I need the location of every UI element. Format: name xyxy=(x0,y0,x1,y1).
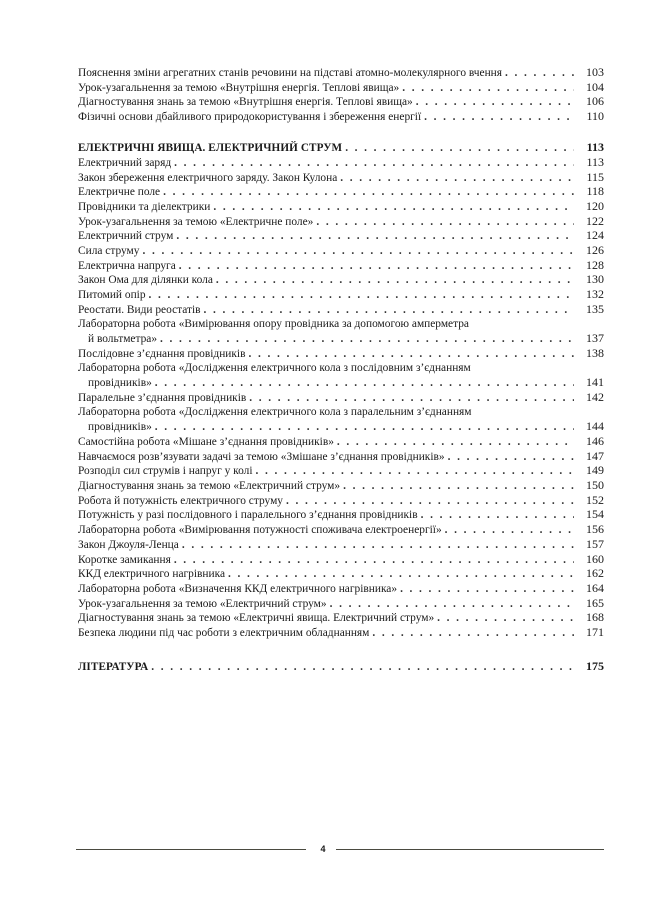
toc-entry-page: 147 xyxy=(586,448,604,463)
dot-leader xyxy=(160,332,574,347)
toc-entry-page: 115 xyxy=(586,169,604,184)
dot-leader xyxy=(174,553,574,568)
toc-entry xyxy=(78,214,604,229)
toc-entry-page: 154 xyxy=(586,507,604,522)
toc-entry-title: Електричне поле xyxy=(78,186,161,199)
dot-leader xyxy=(424,110,574,125)
toc-entry-title: Лабораторна робота «Вимірювання опору провідника за допомогою амперметра xyxy=(78,317,469,330)
toc-entry-title: Питомий опір xyxy=(78,289,146,302)
toc-entry-title: Урок-узагальнення за темою «Електричний струм» xyxy=(78,597,327,610)
toc-entry-page: 126 xyxy=(586,243,604,258)
toc-entry xyxy=(78,463,604,478)
toc-entry-title: Урок-узагальнення за темою «Внутрішня енергія. Теплові явища» xyxy=(78,81,400,94)
toc-entry-title: Закон Ома для ділянки кола xyxy=(78,274,213,287)
toc-entry xyxy=(78,596,604,611)
dot-leader xyxy=(179,259,574,274)
dot-leader xyxy=(437,611,574,626)
toc-entry xyxy=(78,170,604,185)
toc-entry-page: 122 xyxy=(586,213,604,228)
toc-entry-title: Паралельне з’єднання провідників xyxy=(78,391,247,404)
toc-entry-page: 162 xyxy=(586,566,604,581)
dot-leader xyxy=(330,597,574,612)
toc-entry-page: 165 xyxy=(586,595,604,610)
dot-leader xyxy=(182,538,574,553)
dot-leader xyxy=(248,347,574,362)
dot-leader xyxy=(163,185,574,200)
dot-leader xyxy=(505,66,574,81)
toc-entry-page: 142 xyxy=(586,389,604,404)
toc-entry-title: Діагностування знань за темою «Внутрішня енергія. Теплові явища» xyxy=(78,96,413,109)
toc-entry-title: Робота й потужність електричного струму xyxy=(78,494,283,507)
toc-entry-title: Лабораторна робота «Визначення ККД електричного нагрівника» xyxy=(78,582,398,595)
toc-entry-page: 138 xyxy=(586,345,604,360)
toc-entry-page: 156 xyxy=(586,522,604,537)
toc-entry-title: Лабораторна робота «Дослідження електричного кола з паралельним з’єднанням xyxy=(78,405,472,418)
dot-leader xyxy=(155,376,574,391)
dot-leader xyxy=(151,660,574,675)
toc-entry-page: 103 xyxy=(586,65,604,79)
toc-entry-title: Навчаємося розв’язувати задачі за темою «Змішане з’єднання провідників» xyxy=(78,450,445,463)
toc-entry xyxy=(78,199,604,214)
toc-entry-page: 144 xyxy=(586,419,604,434)
toc-entry-page: 160 xyxy=(586,551,604,566)
toc-entry xyxy=(78,522,604,537)
toc-entry xyxy=(78,434,604,449)
toc-entry-page: 104 xyxy=(586,79,604,94)
toc-entry xyxy=(78,493,604,508)
toc-entry-title: Діагностування знань за темою «Електричний струм» xyxy=(78,480,341,493)
toc-section-heading xyxy=(78,140,604,155)
toc-entry-page: 120 xyxy=(586,199,604,213)
toc-entry-title: Лабораторна робота «Вимірювання потужності споживача електроенергії» xyxy=(78,524,442,537)
footer-rule-left xyxy=(76,849,306,850)
toc-entry xyxy=(78,361,604,390)
dot-leader xyxy=(142,244,574,259)
toc-entry xyxy=(78,243,604,258)
toc-entry-page: 106 xyxy=(586,94,604,109)
dot-leader xyxy=(421,508,574,523)
toc-entry-title-continuation: провідників» xyxy=(88,377,152,390)
dot-leader xyxy=(448,450,574,465)
dot-leader xyxy=(337,435,574,450)
dot-leader xyxy=(343,479,574,494)
toc-entry-title: Електричний заряд xyxy=(78,156,172,169)
toc-entry xyxy=(78,478,604,493)
toc-entry-page: 124 xyxy=(586,228,604,243)
footer-rule-right xyxy=(336,849,604,850)
toc-entry xyxy=(78,287,604,302)
toc-entry-title: Закон Джоуля-Ленца xyxy=(78,538,179,551)
toc-entry-page: 130 xyxy=(586,272,604,287)
dot-leader xyxy=(445,523,574,538)
toc-entry-page: 152 xyxy=(586,492,604,507)
dot-leader xyxy=(416,95,574,110)
toc-entry-page: 113 xyxy=(586,140,604,155)
dot-leader xyxy=(372,626,574,641)
toc-entry xyxy=(78,449,604,464)
toc-entry-title: Сила струму xyxy=(78,245,140,258)
toc-entry xyxy=(78,302,604,317)
toc-entry-title: Лабораторна робота «Дослідження електричного кола з послідовним з’єднанням xyxy=(78,361,471,374)
page-number: 4 xyxy=(320,844,326,854)
toc-entry-title-continuation: й вольтметра» xyxy=(88,333,158,346)
table-of-contents xyxy=(78,65,604,674)
toc-entry-title: Потужність у разі послідовного і паралельного з’єднання провідників xyxy=(78,509,418,522)
toc-entry-page: 135 xyxy=(586,301,604,316)
toc-entry-title: Розподіл сил струмів і напруг у колі xyxy=(78,465,253,478)
toc-entry-page: 110 xyxy=(586,109,604,124)
toc-entry-page: 164 xyxy=(586,580,604,595)
toc-entry xyxy=(78,109,604,124)
toc-entry xyxy=(78,610,604,625)
dot-leader xyxy=(228,567,574,582)
toc-entry-title: Урок-узагальнення за темою «Електричне поле» xyxy=(78,215,314,228)
toc-entry-title: Коротке замикання xyxy=(78,553,171,566)
toc-entry-title: Діагностування знань за темою «Електричні явища. Електричний струм» xyxy=(78,612,435,625)
toc-entry xyxy=(78,566,604,581)
dot-leader xyxy=(149,288,574,303)
toc-entry-page: 132 xyxy=(586,287,604,302)
dot-leader xyxy=(256,464,574,479)
toc-entry-title: Закон збереження електричного заряду. Закон Кулона xyxy=(78,171,338,184)
toc-entry-page: 149 xyxy=(586,463,604,478)
toc-entry-page: 157 xyxy=(586,536,604,551)
toc-entry-title: Самостійна робота «Мішане з’єднання провідників» xyxy=(78,436,334,449)
toc-entry xyxy=(78,507,604,522)
toc-entry xyxy=(78,317,604,346)
toc-entry-page: 128 xyxy=(586,257,604,272)
toc-entry xyxy=(78,94,604,109)
toc-entry-title: Пояснення зміни агрегатних станів речовини на підставі атомно-молекулярного вчення xyxy=(78,67,503,79)
toc-entry-title: Електричний струм xyxy=(78,230,174,243)
toc-entry-title-continuation: провідників» xyxy=(88,421,152,434)
toc-entry-title: Провідники та діелектрики xyxy=(78,201,211,213)
toc-entry-page: 175 xyxy=(586,659,604,674)
toc-entry xyxy=(78,346,604,361)
toc-entry-title: Реостати. Види реостатів xyxy=(78,303,201,316)
dot-leader xyxy=(155,420,574,435)
dot-leader xyxy=(340,171,574,186)
toc-entry-page: 137 xyxy=(586,331,604,346)
dot-leader xyxy=(402,81,574,96)
toc-entry-page: 113 xyxy=(586,154,604,169)
dot-leader xyxy=(204,303,574,318)
toc-entry xyxy=(78,552,604,567)
dot-leader xyxy=(345,141,574,156)
dot-leader xyxy=(176,229,574,244)
toc-entry xyxy=(78,272,604,287)
toc-section-heading xyxy=(78,659,604,674)
dot-leader xyxy=(316,215,574,230)
toc-entry xyxy=(78,581,604,596)
toc-entry-page: 150 xyxy=(586,478,604,493)
toc-entry-title: Фізичні основи дбайливого природокористування і збереження енергії xyxy=(78,111,422,124)
toc-entry-title: Електрична напруга xyxy=(78,259,176,272)
dot-leader xyxy=(286,494,574,509)
toc-entry xyxy=(78,537,604,552)
toc-entry-title: Безпека людини під час роботи з електричним обладнанням xyxy=(78,626,370,639)
toc-entry-page: 118 xyxy=(586,184,604,199)
toc-entry-page: 171 xyxy=(586,624,604,639)
toc-entry-title: ККД електричного нагрівника xyxy=(78,568,226,581)
toc-entry-title: ЕЛЕКТРИЧНІ ЯВИЩА. ЕЛЕКТРИЧНИЙ СТРУМ xyxy=(78,142,343,155)
toc-entry-page: 146 xyxy=(586,434,604,449)
dot-leader xyxy=(400,582,574,597)
toc-entry xyxy=(78,625,604,640)
toc-entry xyxy=(78,184,604,199)
toc-entry-page: 141 xyxy=(586,375,604,390)
dot-leader xyxy=(174,156,574,171)
toc-entry xyxy=(78,155,604,170)
dot-leader xyxy=(249,391,574,406)
dot-leader xyxy=(216,273,574,288)
toc-entry-page: 168 xyxy=(586,610,604,625)
toc-entry-title: Послідовне з’єднання провідників xyxy=(78,347,246,360)
toc-entry xyxy=(78,228,604,243)
toc-entry xyxy=(78,65,604,80)
toc-entry-title: ЛІТЕРАТУРА xyxy=(78,661,149,674)
toc-entry xyxy=(78,405,604,434)
toc-entry xyxy=(78,258,604,273)
page-footer xyxy=(76,842,604,856)
toc-entry xyxy=(78,390,604,405)
toc-entry xyxy=(78,80,604,95)
dot-leader xyxy=(213,200,574,215)
